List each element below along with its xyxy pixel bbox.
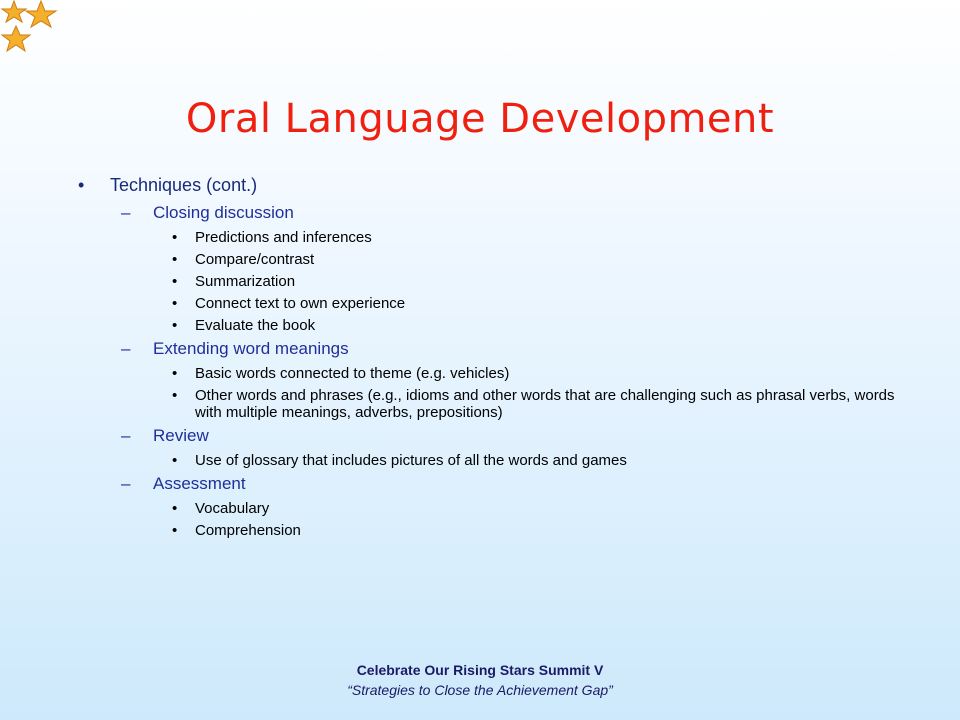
- list-item: [78, 251, 898, 268]
- slide-title: Oral Language Development: [185, 96, 775, 142]
- list-item: [78, 500, 898, 517]
- section-heading: [78, 338, 898, 360]
- dash-marker: –: [121, 426, 131, 445]
- section-heading-label: Closing discussion: [153, 203, 294, 222]
- list-item-label: Use of glossary that includes pictures of all the words and games: [195, 452, 627, 469]
- list-item: [78, 295, 898, 312]
- bullet-marker: •: [172, 251, 178, 268]
- list-item-label: Other words and phrases (e.g., idioms and other words that are challenging such as phrasal verbs, words with multiple meanings, adverbs, prepositions): [195, 387, 895, 421]
- list-item: [78, 387, 898, 421]
- list-item-label: Vocabulary: [195, 500, 270, 517]
- list-item: [78, 273, 898, 290]
- dash-marker: –: [121, 203, 131, 222]
- list-item-label: Basic words connected to theme (e.g. vehicles): [195, 365, 510, 382]
- list-item: [78, 452, 898, 469]
- list-item-label: Compare/contrast: [195, 251, 315, 268]
- list-item-label: Comprehension: [195, 522, 301, 539]
- list-item: [78, 229, 898, 246]
- footer-event-name: Celebrate Our Rising Stars Summit V: [356, 662, 604, 678]
- stars-decoration: [0, 0, 60, 56]
- list-item: [78, 317, 898, 334]
- star-icon: [26, 1, 56, 27]
- section-heading: [78, 425, 898, 447]
- bullet-marker: •: [172, 387, 178, 404]
- section-heading: [78, 473, 898, 495]
- list-item-label: Connect text to own experience: [195, 295, 406, 312]
- bullet-marker: •: [172, 295, 178, 312]
- bullet-marker: •: [78, 175, 85, 195]
- bullet-marker: •: [172, 365, 178, 382]
- list-item: [78, 522, 898, 539]
- list-item: [78, 365, 898, 382]
- main-point: [78, 172, 898, 198]
- dash-marker: –: [121, 339, 131, 358]
- footer-tagline: “Strategies to Close the Achievement Gap”: [347, 682, 613, 698]
- bullet-marker: •: [172, 317, 178, 334]
- list-item-label: Summarization: [195, 273, 296, 290]
- section-heading-label: Review: [153, 426, 209, 445]
- dash-marker: –: [121, 474, 131, 493]
- bullet-marker: •: [172, 452, 178, 469]
- main-point-label: Techniques (cont.): [110, 175, 258, 195]
- bullet-marker: •: [172, 273, 178, 290]
- list-item-label: Evaluate the book: [195, 317, 316, 334]
- slide-content: [78, 172, 898, 539]
- section-heading: [78, 202, 898, 224]
- star-icon: [2, 26, 30, 51]
- list-item-label: Predictions and inferences: [195, 229, 372, 246]
- section-heading-label: Assessment: [153, 474, 246, 493]
- star-icon: [2, 1, 26, 22]
- bullet-marker: •: [172, 229, 178, 246]
- section-heading-label: Extending word meanings: [153, 339, 349, 358]
- bullet-marker: •: [172, 500, 178, 517]
- bullet-marker: •: [172, 522, 178, 539]
